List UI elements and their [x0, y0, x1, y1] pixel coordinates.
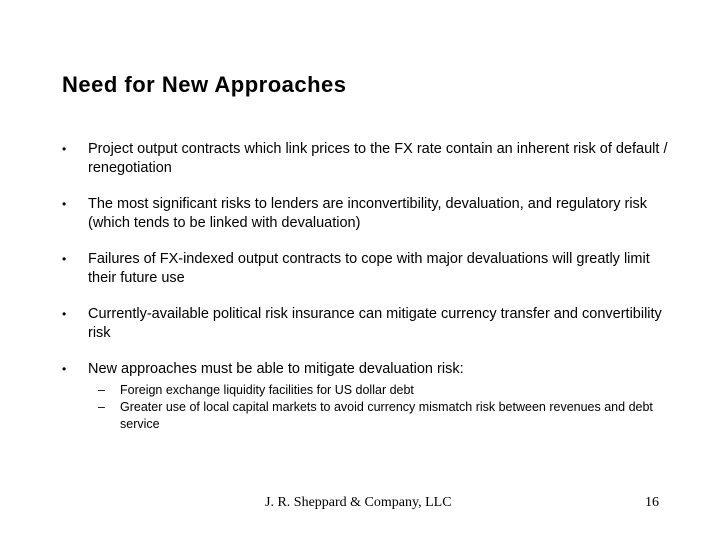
page-number: 16 — [645, 495, 659, 510]
bullet-marker: • — [62, 142, 67, 156]
bullet-text: Currently-available political risk insurance can mitigate currency transfer and convertibility risk — [88, 306, 662, 341]
sub-bullet-item — [88, 399, 672, 433]
bullet-item — [62, 305, 672, 343]
sub-bullet-item — [88, 382, 672, 399]
bullet-marker: • — [62, 252, 67, 266]
bullet-marker: • — [62, 307, 67, 321]
slide-footer — [0, 495, 720, 515]
footer-company-name: J. R. Sheppard & Company, LLC — [265, 495, 452, 510]
slide-title: Need for New Approaches — [62, 72, 347, 97]
bullet-item — [62, 250, 672, 288]
sub-bullet-text: Foreign exchange liquidity facilities for US dollar debt — [120, 383, 414, 397]
sub-bullet-text: Greater use of local capital markets to avoid currency mismatch risk between revenues and debt service — [120, 400, 653, 431]
bullet-list — [62, 140, 672, 450]
bullet-item — [62, 360, 672, 433]
bullet-text: Project output contracts which link prices to the FX rate contain an inherent risk of default / renegotiation — [88, 141, 668, 176]
sub-bullet-marker: – — [98, 400, 105, 414]
bullet-marker: • — [62, 362, 67, 376]
sub-bullet-list — [88, 382, 672, 433]
bullet-marker: • — [62, 197, 67, 211]
bullet-item — [62, 195, 672, 233]
bullet-text: The most significant risks to lenders are inconvertibility, devaluation, and regulatory risk (which tends to be linked with devaluation) — [88, 196, 648, 231]
sub-bullet-marker: – — [98, 383, 105, 397]
bullet-item — [62, 140, 672, 178]
bullet-text: New approaches must be able to mitigate devaluation risk: — [88, 361, 464, 377]
bullet-text: Failures of FX-indexed output contracts to cope with major devaluations will greatly limit their future use — [88, 251, 650, 286]
